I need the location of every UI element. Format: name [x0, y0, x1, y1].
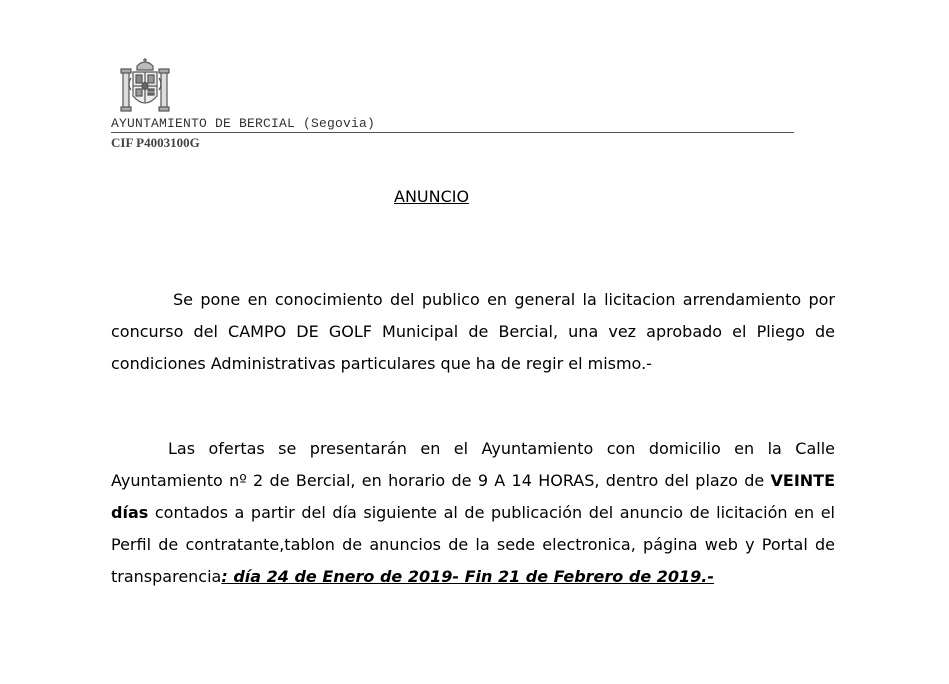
cif-number: CIF P4003100G [111, 135, 200, 150]
offers-text-start: Las ofertas se presentarán en el Ayuntamiento con domicilio en la Calle Ayuntamiento nº 2 de Bercial, en horario de 9 A 14 HORAS, dentro del plazo de [111, 439, 835, 490]
date-range: : día 24 de Enero de 2019- Fin 21 de Febrero de 2019.- [221, 567, 714, 586]
document-title: ANUNCIO [394, 187, 470, 206]
offers-text-end: contados a partir del día siguiente al de publicación del anuncio de licitación en el Perfil de contratante,tablon de anuncios de la sede electronica, página web y Portal de transparencia [111, 503, 835, 586]
organization-name: AYUNTAMIENTO DE BERCIAL (Segovia) [111, 116, 376, 131]
coat-of-arms-icon [117, 56, 173, 114]
header-rule [111, 116, 794, 133]
paragraph-offers [111, 433, 835, 593]
paragraph-announcement: Se pone en conocimiento del publico en general la licitacion arrendamiento por concurso del CAMPO DE GOLF Municipal de Bercial, una vez aprobado el Pliego de condiciones Administrativas particulares que ha de regir el mismo.- [111, 290, 835, 373]
deadline-days: VEINTE días [111, 471, 835, 522]
